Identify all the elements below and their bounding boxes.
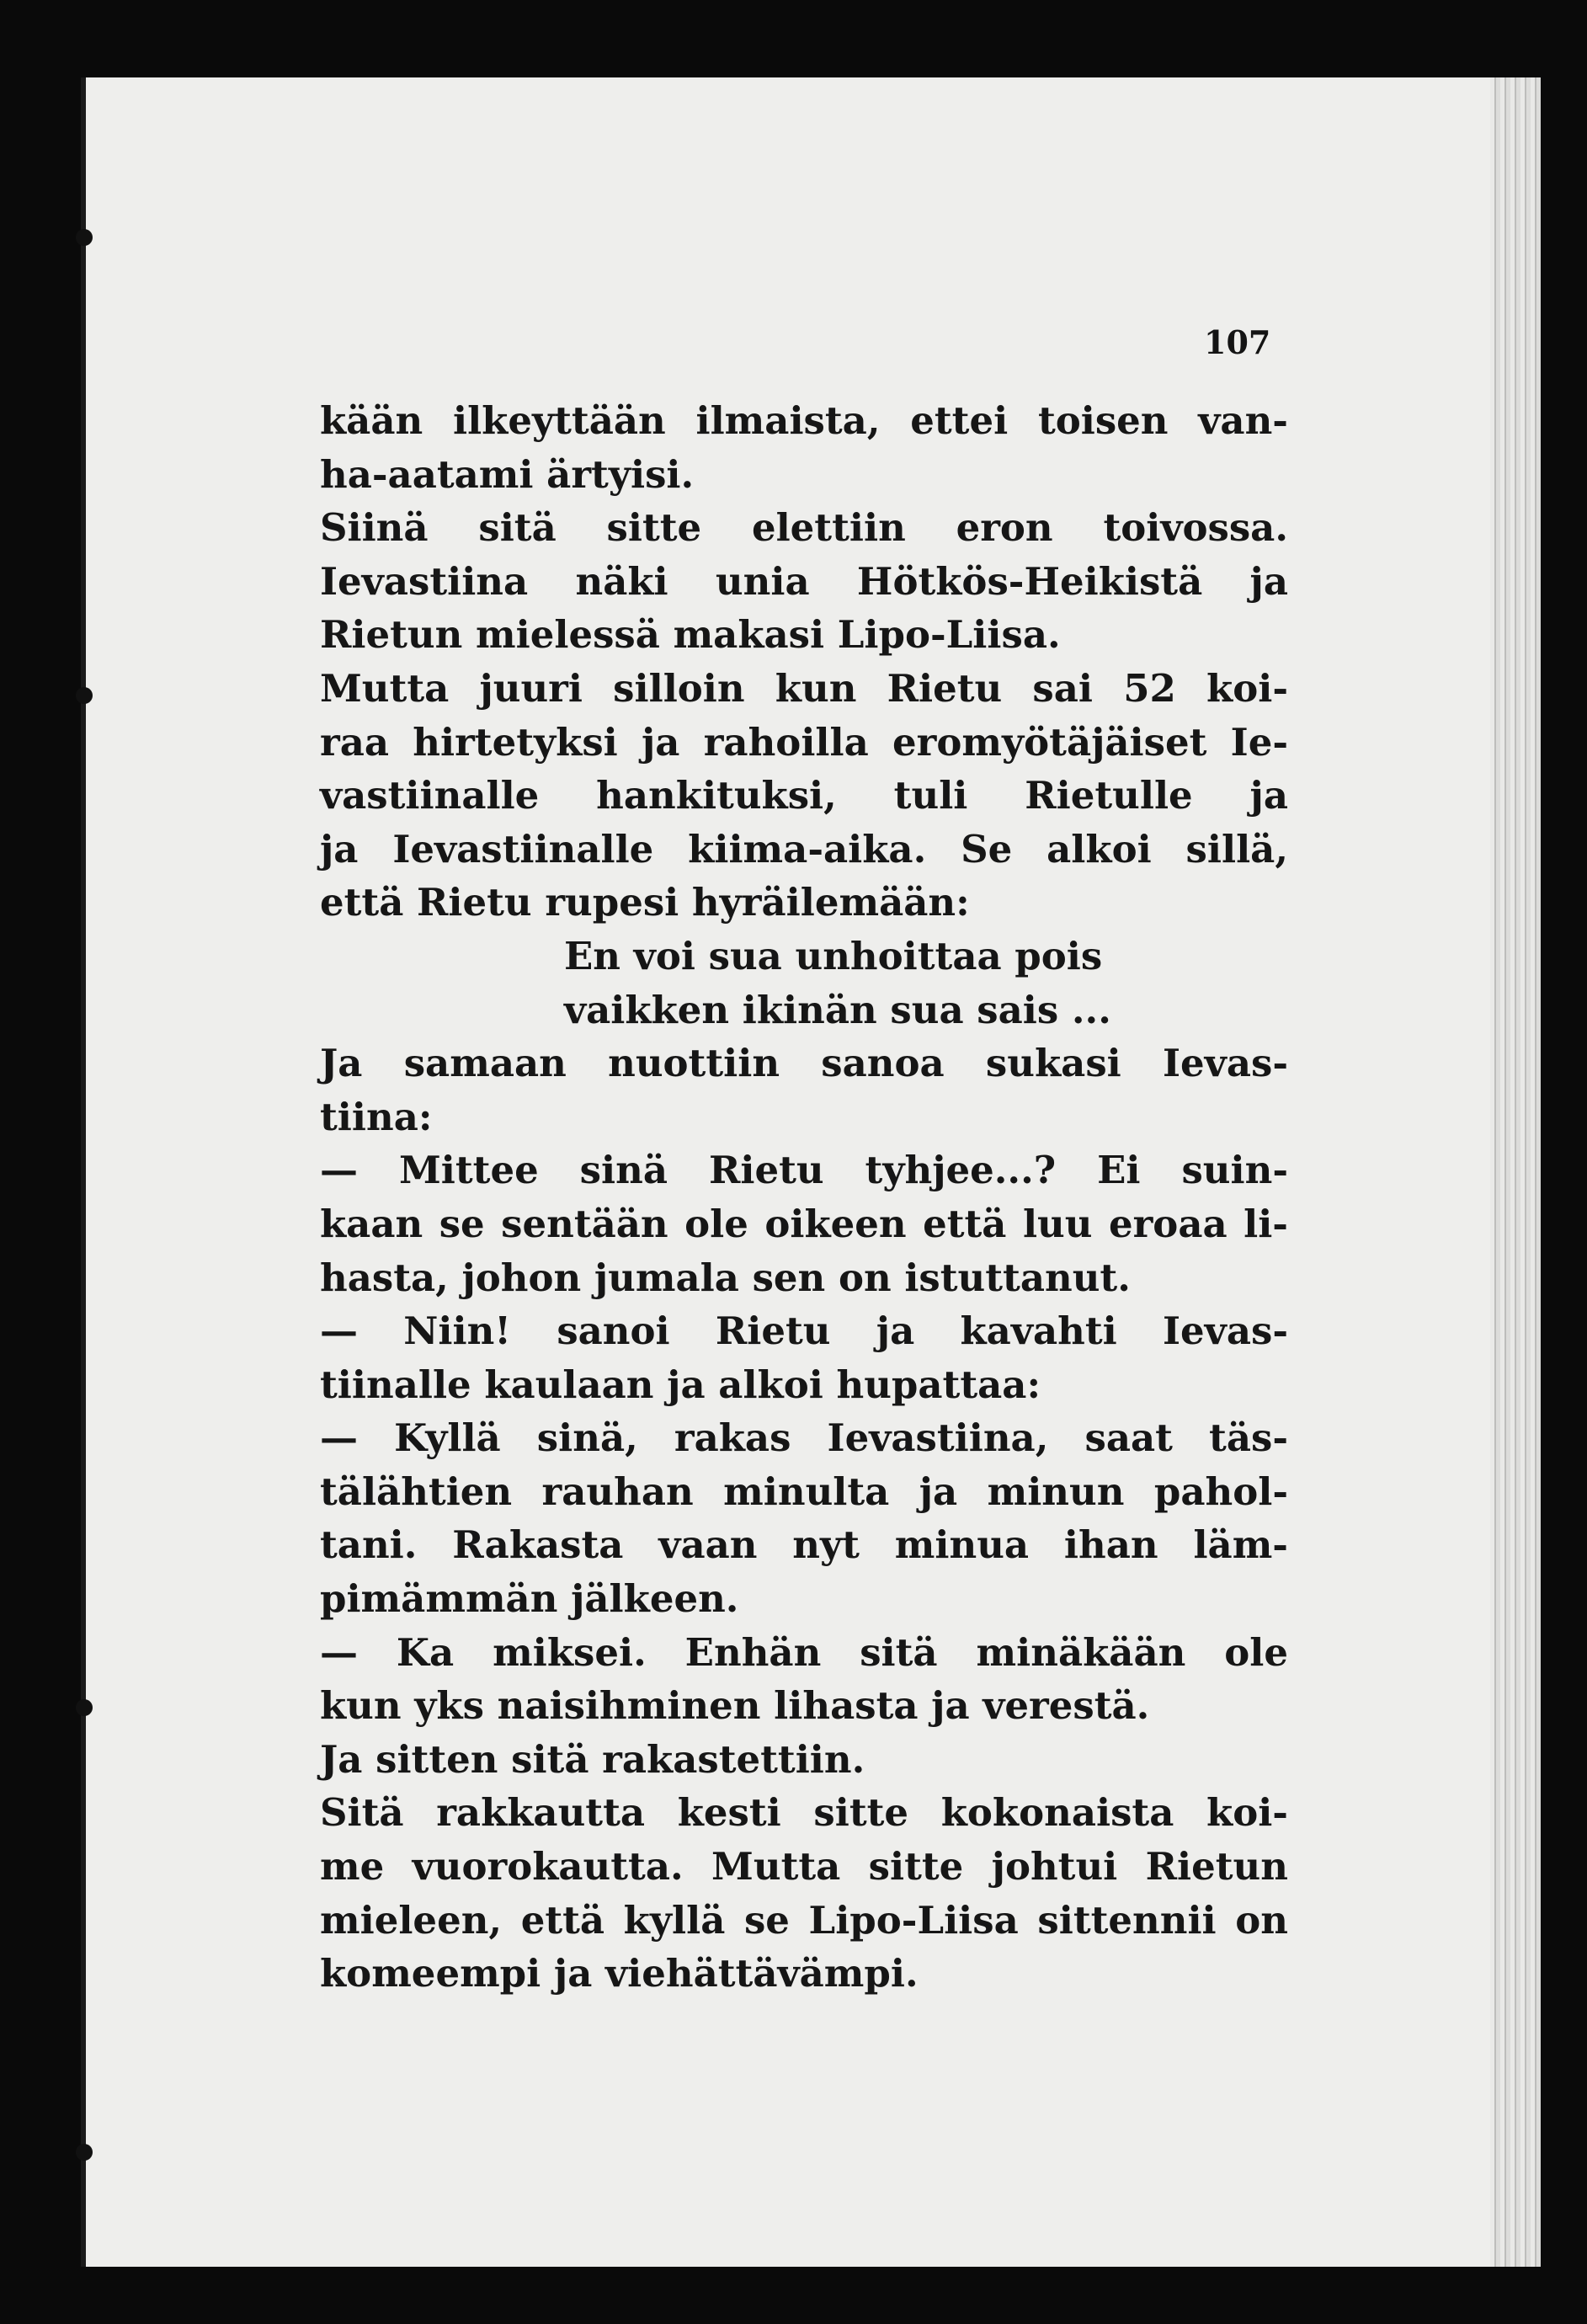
text-line: pimämmän jälkeen. [320, 1576, 739, 1622]
binding-hole [76, 229, 93, 246]
text-line: En voi sua unhoittaa pois [564, 933, 1103, 978]
text-line: raa hirtetyksi ja rahoilla eromyötäjäiset Ie- [320, 719, 1288, 765]
text-line: vaikken ikinän sua sais ... [564, 987, 1111, 1032]
text-line: vastiinalle hankituksi, tuli Rietulle ja [320, 773, 1288, 818]
text-line: hasta, johon jumala sen on istuttanut. [320, 1255, 1131, 1300]
text-line: tiina: [320, 1094, 433, 1139]
body-text [320, 394, 1288, 2001]
text-line: tani. Rakasta vaan nyt minua ihan läm- [320, 1522, 1288, 1568]
text-line: Mutta juuri silloin kun Rietu sai 52 koi- [320, 665, 1288, 711]
text-line: komeempi ja viehättävämpi. [320, 1951, 919, 1996]
text-line: Siinä sitä sitte elettiin eron toivossa. [320, 505, 1288, 551]
text-line: että Rietu rupesi hyräilemään: [320, 880, 970, 925]
binding-edge [81, 77, 86, 2267]
page-number: 107 [1204, 323, 1271, 361]
text-line: tälähtien rauhan minulta ja minun pahol- [320, 1468, 1288, 1514]
text-line: — Ka miksei. Enhän sitä minäkään ole [320, 1629, 1288, 1675]
text-line: Ievastiina näki unia Hötkös-Heikistä ja [320, 558, 1288, 604]
text-line: ha-aatami ärtyisi. [320, 451, 695, 497]
text-line: ja Ievastiinalle kiima-aika. Se alkoi sillä, [320, 826, 1288, 872]
text-line: Ja sitten sitä rakastettiin. [320, 1736, 865, 1782]
binding-hole [76, 1699, 93, 1716]
text-line: Sitä rakkautta kesti sitte kokonaista koi- [320, 1790, 1288, 1836]
text-line: tiinalle kaulaan ja alkoi hupattaa: [320, 1362, 1041, 1407]
text-line: me vuorokautta. Mutta sitte johtui Rietun [320, 1844, 1288, 1890]
text-line: Ja samaan nuottiin sanoa sukasi Ievas- [320, 1041, 1288, 1086]
text-line: — Mittee sinä Rietu tyhjee...? Ei suin- [320, 1148, 1288, 1193]
text-line: mieleen, että kyllä se Lipo-Liisa sittennii on [320, 1897, 1288, 1943]
page-edges [1490, 77, 1541, 2267]
text-line: Rietun mielessä makasi Lipo-Liisa. [320, 612, 1061, 658]
text-line: kään ilkeyttään ilmaista, ettei toisen van- [320, 398, 1288, 443]
text-line: kaan se sentään ole oikeen että luu eroaa li- [320, 1201, 1288, 1246]
text-line: — Niin! sanoi Rietu ja kavahti Ievas- [320, 1309, 1288, 1354]
binding-hole [76, 2144, 93, 2161]
text-line: kun yks naisihminen lihasta ja verestä. [320, 1683, 1150, 1729]
binding-hole [76, 687, 93, 704]
text-line: — Kyllä sinä, rakas Ievastiina, saat täs- [320, 1415, 1288, 1461]
